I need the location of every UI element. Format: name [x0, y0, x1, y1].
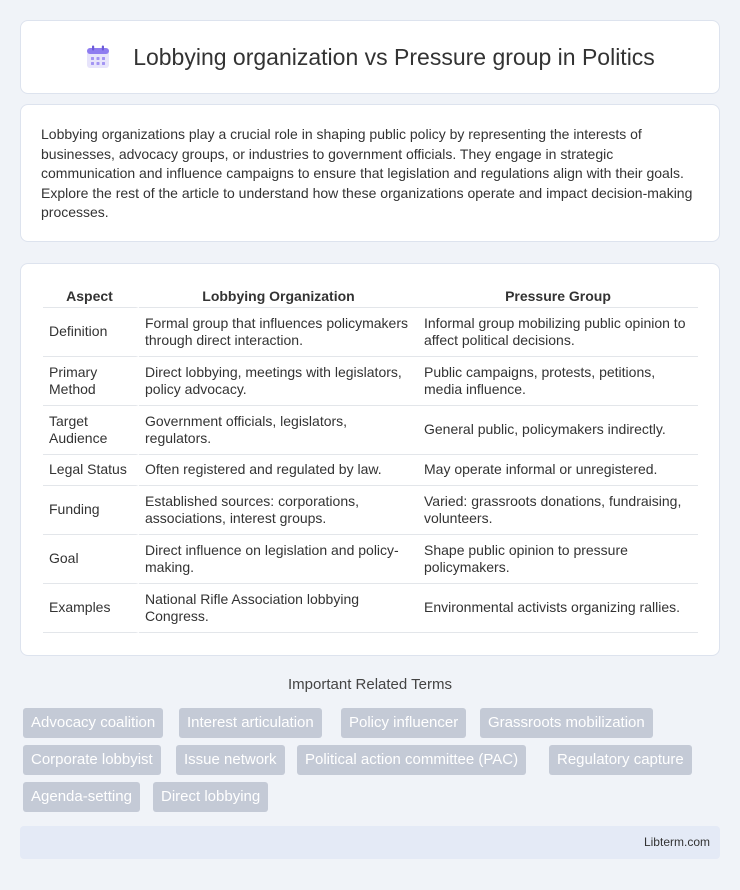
tag-regulatory-capture[interactable]: Regulatory capture [549, 745, 692, 775]
tag-interest-articulation[interactable]: Interest articulation [179, 708, 322, 738]
table-row [43, 455, 698, 486]
table-row [43, 308, 698, 357]
header-aspect: Aspect [43, 286, 139, 308]
cell-aspect: Definition [43, 308, 139, 357]
cell-lobbying: National Rifle Association lobbying Congress. [139, 584, 418, 633]
cell-pressure: Varied: grassroots donations, fundraising, volunteers. [418, 486, 698, 535]
cell-pressure: May operate informal or unregistered. [418, 455, 698, 486]
table-row [43, 357, 698, 406]
footer [20, 826, 720, 859]
tag-grassroots-mobilization[interactable]: Grassroots mobilization [480, 708, 653, 738]
cell-pressure: Informal group mobilizing public opinion to affect political decisions. [418, 308, 698, 357]
cell-aspect: Examples [43, 584, 139, 633]
cell-aspect: Target Audience [43, 406, 139, 455]
cell-lobbying: Formal group that influences policymakers through direct interaction. [139, 308, 418, 357]
cell-lobbying: Often registered and regulated by law. [139, 455, 418, 486]
header-pressure: Pressure Group [418, 286, 698, 308]
tag-direct-lobbying[interactable]: Direct lobbying [153, 782, 268, 812]
tag-political-action-committee[interactable]: Political action committee (PAC) [297, 745, 526, 775]
tag-corporate-lobbyist[interactable]: Corporate lobbyist [23, 745, 161, 775]
tag-advocacy-coalition[interactable]: Advocacy coalition [23, 708, 163, 738]
cell-lobbying: Government officials, legislators, regulators. [139, 406, 418, 455]
page-title: Lobbying organization vs Pressure group in Politics [133, 43, 655, 70]
cell-aspect: Legal Status [43, 455, 139, 486]
intro-card [20, 104, 720, 242]
header-lobbying: Lobbying Organization [139, 286, 418, 308]
tag-agenda-setting[interactable]: Agenda-setting [23, 782, 140, 812]
cell-lobbying: Direct lobbying, meetings with legislators, policy advocacy. [139, 357, 418, 406]
cell-aspect: Funding [43, 486, 139, 535]
tag-policy-influencer[interactable]: Policy influencer [341, 708, 466, 738]
comparison-card [20, 263, 720, 656]
calendar-icon [85, 44, 111, 70]
cell-pressure: General public, policymakers indirectly. [418, 406, 698, 455]
cell-pressure: Environmental activists organizing rallies. [418, 584, 698, 633]
footer-site-link[interactable]: Libterm.com [643, 835, 710, 849]
intro-paragraph: Lobbying organizations play a crucial role in shaping public policy by representing the interests of businesses, advocacy groups, or industries to government officials. They engage in strategic communication and influence campaigns to ensure that legislation and regulations align with their goals. Explore the rest of the article to understand how these organizations operate and impact decision-making processes. [41, 126, 693, 221]
table-row [43, 535, 698, 584]
comparison-table [43, 286, 698, 633]
table-row [43, 584, 698, 633]
cell-lobbying: Direct influence on legislation and policy-making. [139, 535, 418, 584]
table-row [43, 486, 698, 535]
cell-aspect: Goal [43, 535, 139, 584]
table-row [43, 406, 698, 455]
tag-issue-network[interactable]: Issue network [176, 745, 285, 775]
cell-lobbying: Established sources: corporations, associations, interest groups. [139, 486, 418, 535]
cell-pressure: Shape public opinion to pressure policymakers. [418, 535, 698, 584]
table-header-row [43, 286, 698, 308]
cell-aspect: Primary Method [43, 357, 139, 406]
related-terms-title: Important Related Terms [288, 676, 452, 693]
header-card [20, 20, 720, 94]
cell-pressure: Public campaigns, protests, petitions, media influence. [418, 357, 698, 406]
